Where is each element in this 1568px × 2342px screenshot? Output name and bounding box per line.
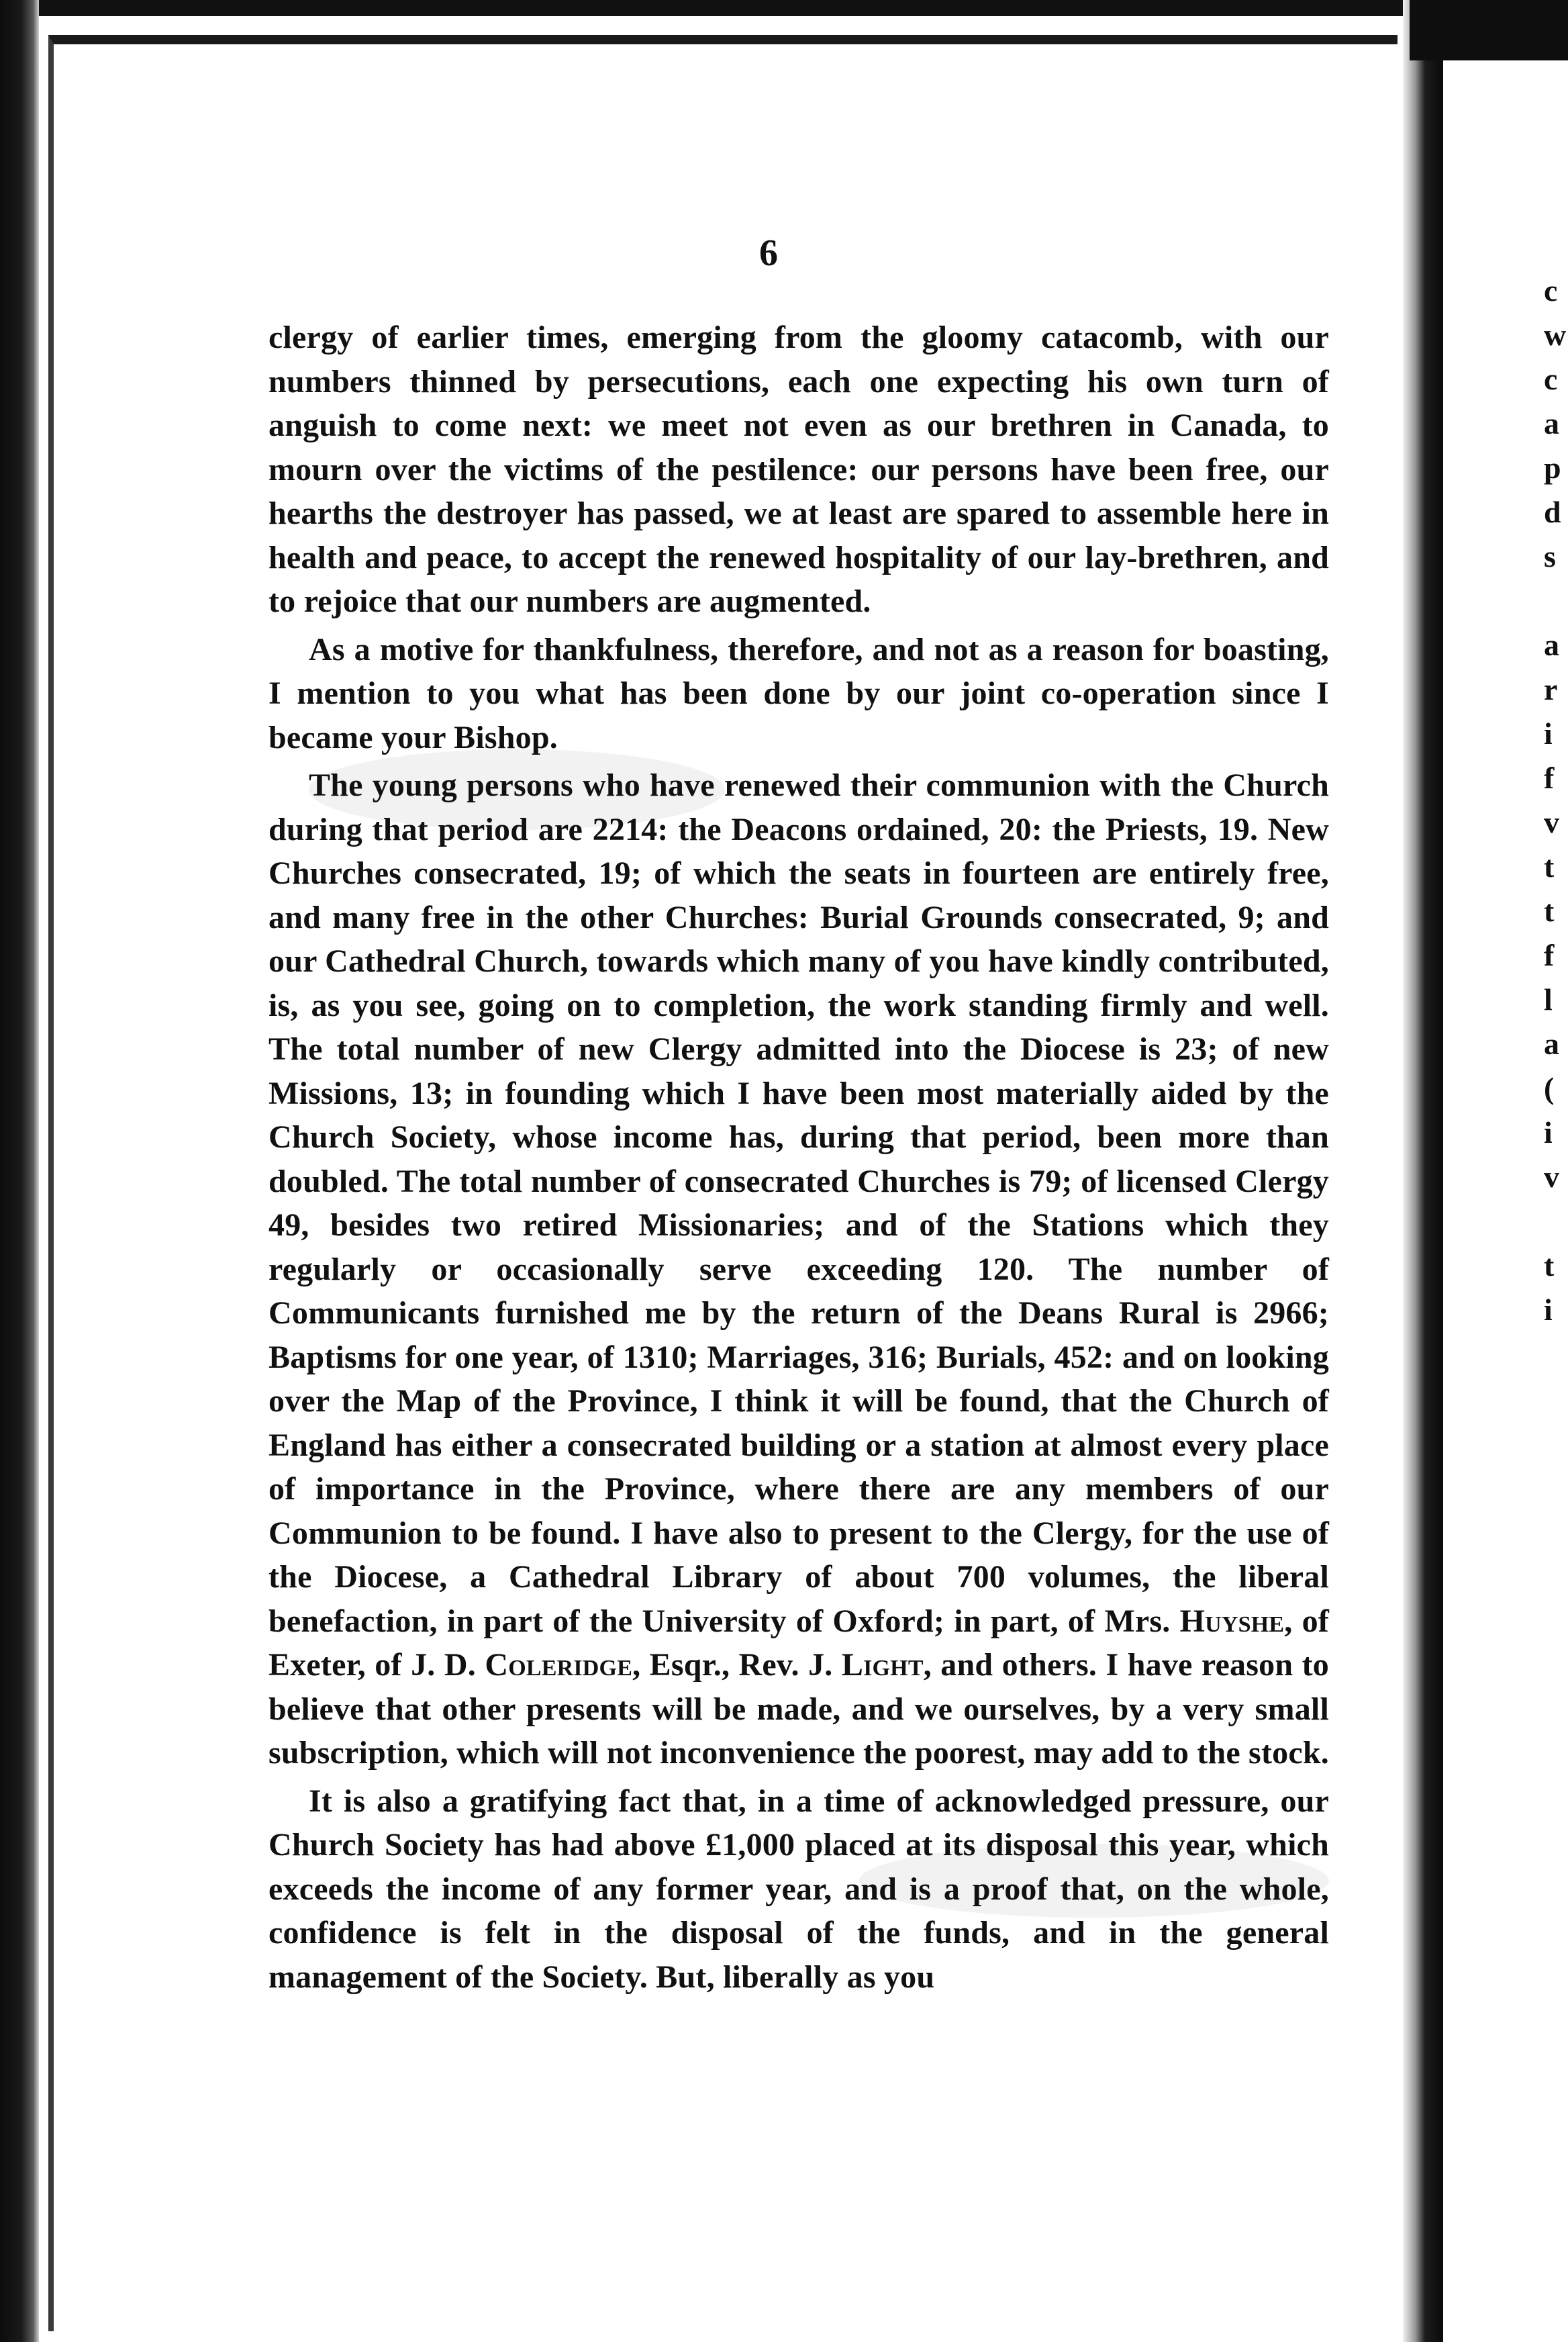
facing-page-fragment — [1544, 269, 1568, 2218]
facing-page-letter — [1544, 579, 1568, 623]
facing-page-letter — [1544, 1953, 1568, 1997]
text-run: , and others. I have reason to believe that other presents will be made, and we ourselves, by a very small subscription, which will not inconvenience the poorest, may add to the stock. — [268, 1647, 1330, 1771]
facing-page-letter: v — [1544, 805, 1559, 839]
facing-page-letter — [1544, 1421, 1568, 1465]
facing-page-letter — [1544, 1775, 1568, 1820]
facing-page-letter — [1544, 2130, 1568, 2174]
text-run: , of Exeter, of J. D. — [268, 1603, 1329, 1683]
page-number: 6 — [759, 232, 778, 274]
paragraph — [268, 1779, 1329, 2000]
small-caps-name: Light — [841, 1647, 924, 1683]
paragraph — [268, 628, 1329, 760]
facing-page-letter: w — [1544, 318, 1567, 352]
text-run: , Esqr., Rev. J. — [632, 1647, 842, 1683]
facing-page-letter — [1544, 1199, 1568, 1244]
facing-page-letter: i — [1544, 716, 1553, 751]
scan-top-edge — [0, 0, 1568, 16]
facing-page-letter — [1544, 1376, 1568, 1421]
small-caps-name: Huyshe — [1179, 1603, 1285, 1639]
gutter-top-shadow — [1410, 0, 1568, 60]
text-run: As a motive for thankfulness, therefore, and not as a reason for boasting, I mention to you what has been done by our joint co-operation since I became your Bishop. — [268, 631, 1329, 755]
facing-page-letter — [1544, 1642, 1568, 1687]
facing-page-letter — [1544, 2086, 1568, 2130]
facing-page-letter: l — [1544, 982, 1553, 1017]
facing-page-letter: c — [1544, 273, 1558, 308]
facing-page-letter: p — [1544, 451, 1561, 485]
facing-page-letter: a — [1544, 628, 1559, 662]
facing-page-letter: d — [1544, 495, 1561, 529]
facing-page-letter — [1544, 1908, 1568, 1953]
facing-page-letter — [1544, 1731, 1568, 1775]
facing-page-letter: r — [1544, 672, 1558, 706]
facing-page-letter — [1544, 1509, 1568, 1554]
facing-page-letter — [1544, 1465, 1568, 1509]
facing-page-letter: t — [1544, 1248, 1555, 1282]
text-run: clergy of earlier times, emerging from the gloomy catacomb, with our numbers thinned by persecutions, each one expecting his own turn of anguish to come next: we meet not even as our brethren in Canada, to mourn over the victims of the pestilence: our persons have been free, our hearths the destroyer has passed, we at least are spared to assemble here in health and peace, to accept the renewed hospitality of our lay-brethren, and to rejoice that our numbers are augmented. — [268, 320, 1329, 619]
facing-page-letter: i — [1544, 1293, 1553, 1327]
facing-page-letter: t — [1544, 849, 1555, 884]
paragraph — [268, 316, 1329, 624]
text-run: The young persons who have renewed their communion with the Church during that period are 2214: the Deacons ordained, 20: the Priests, 19. New Churches consecrated, 19; of which the seats in fourteen are entirely free, and many free in the other Churches: Burial Grounds consecrated, 9; and our Cathedral Church, towards which many of you have kindly contributed, is, as you see, going on to completion, the work standing firmly and well. The total number of new Clergy admitted into the Diocese is 23; of new Missions, 13; in founding which I have been most materially aided by the Church Society, whose income has, during that period, been more than doubled. The total number of consecrated Churches is 79; of licensed Clergy 49, besides two retired Missionaries; and of the Stations which they regularly or occasionally serve exceeding 120. The number of Communicants furnished me by the return of the Deans Rural is 2966; Baptisms for one year, of 1310; Marriages, 316; Burials, 452: and on looking over the Map of the Province, I think it will be found, that the Church of England has either a consecrated building or a station at almost every place of importance in the Province, where there are any members of our Communion to be found. I have also to present to the Clergy, for the use of the Diocese, a Cathedral Library of about 700 volumes, the liberal benefaction, in part of the University of Oxford; in part, of Mrs. — [268, 767, 1329, 1639]
facing-page-letter: v — [1544, 1160, 1559, 1194]
facing-page-letter — [1544, 2041, 1568, 2086]
facing-page-letter: c — [1544, 362, 1558, 396]
facing-page-letter — [1544, 1598, 1568, 1642]
facing-page-letter: f — [1544, 938, 1555, 972]
facing-page-letter — [1544, 1332, 1568, 1376]
facing-page-letter: a — [1544, 1027, 1559, 1061]
facing-page-letter — [1544, 1997, 1568, 2041]
small-caps-name: Coleridge — [485, 1647, 633, 1683]
book-gutter — [1403, 0, 1443, 2342]
facing-page-letter: t — [1544, 894, 1555, 928]
scan-left-edge — [0, 0, 39, 2342]
paragraph — [268, 763, 1329, 1775]
facing-page-letter — [1544, 1820, 1568, 1864]
facing-page-letter: a — [1544, 406, 1559, 440]
facing-page-letter — [1544, 1554, 1568, 1598]
facing-page-letter: f — [1544, 761, 1555, 795]
facing-page-letter: ( — [1544, 1071, 1555, 1105]
facing-page-letter — [1544, 2174, 1568, 2218]
facing-page-letter — [1544, 1687, 1568, 1731]
body-text — [268, 316, 1329, 1999]
text-run: It is also a gratifying fact that, in a time of acknowledged pressure, our Church Society has had above £1,000 placed at its disposal this year, which exceeds the income of any former year, and is a proof that, on the whole, confidence is felt in the disposal of the funds, and in the general management of the Society. But, liberally as you — [268, 1783, 1329, 1995]
facing-page-letter: i — [1544, 1115, 1553, 1150]
facing-page-letter: s — [1544, 539, 1556, 573]
facing-page-letter — [1544, 1864, 1568, 1908]
